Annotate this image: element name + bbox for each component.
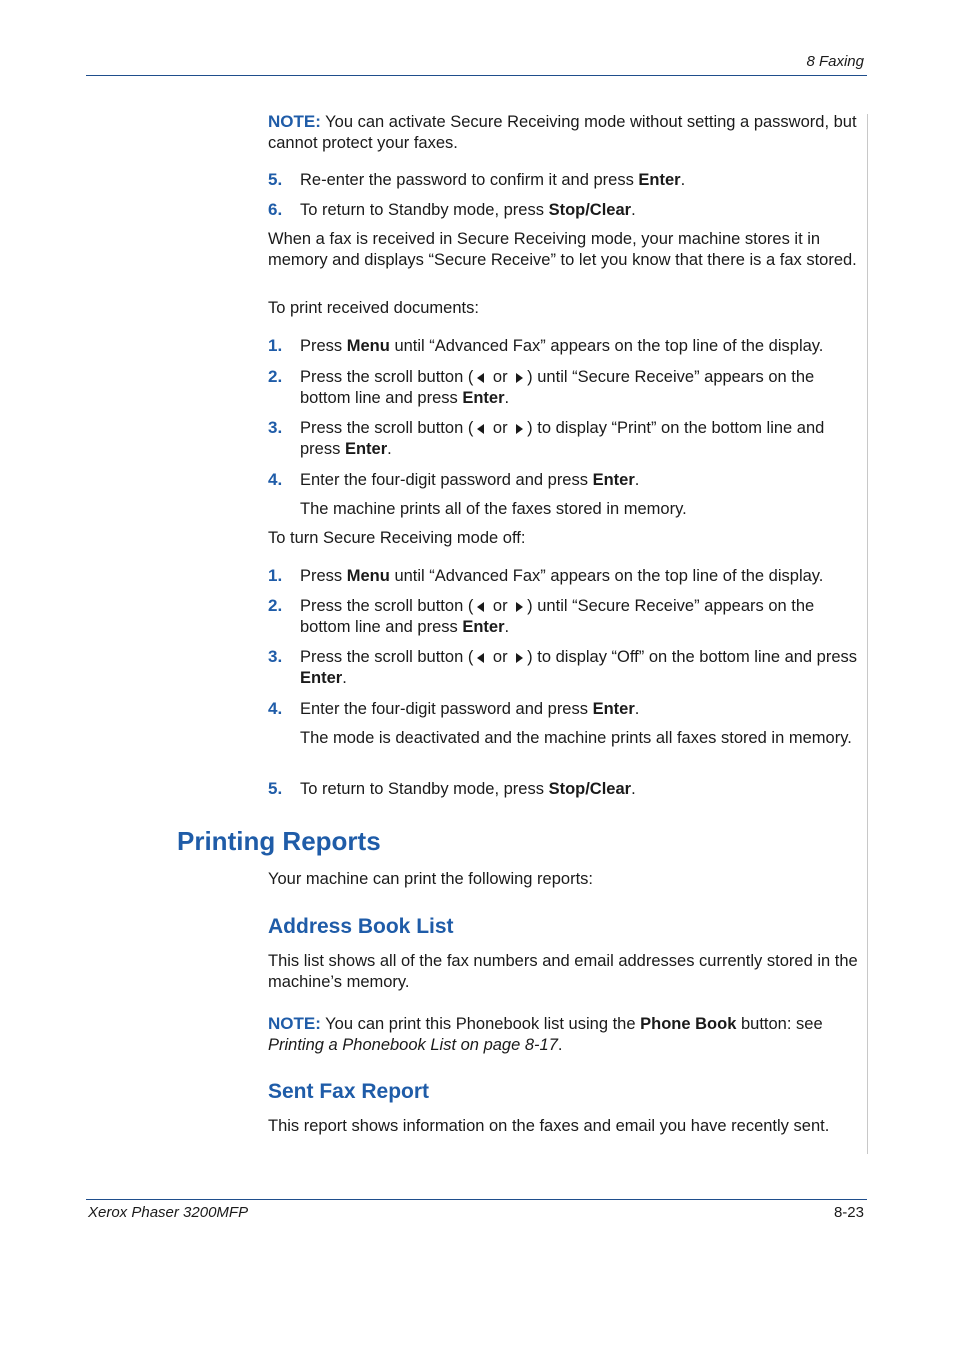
footer-rule xyxy=(86,1199,867,1200)
scroll-left-icon xyxy=(477,373,484,383)
step-number: 1. xyxy=(268,566,283,585)
step-return-standby: To return to Standby mode, press Stop/Clear. xyxy=(300,201,636,219)
secure-receive-paragraph: When a fax is received in Secure Receiving mode, your machine stores it in memory and displays “Secure Receive” to let you know that there is a fax stored. xyxy=(268,230,857,269)
step-result: The mode is deactivated and the machine prints all faxes stored in memory. xyxy=(300,729,852,747)
step-enter-password: Enter the four-digit password and press Enter. xyxy=(300,700,640,718)
step-scroll-secure-receive: Press the scroll button ( or ) until “Secure Receive” appears on the bottom line and press Enter. xyxy=(300,597,815,636)
step-scroll-off: Press the scroll button ( or ) to display “Off” on the bottom line and press Enter. xyxy=(300,648,858,687)
step-scroll-print: Press the scroll button ( or ) to display “Print” on the bottom line and press Enter. xyxy=(300,419,825,458)
step-number: 4. xyxy=(268,699,283,718)
note-password xyxy=(268,111,864,154)
margin-bar xyxy=(867,114,868,1154)
subsection-heading: Sent Fax Report xyxy=(268,1080,430,1103)
cross-reference: Printing a Phonebook List on page 8-17 xyxy=(268,1036,558,1054)
scroll-right-icon xyxy=(516,424,523,434)
step-number: 2. xyxy=(268,367,283,386)
chapter-header: 8 Faxing xyxy=(806,53,864,70)
scroll-left-icon xyxy=(477,653,484,663)
step-return-standby: To return to Standby mode, press Stop/Clear. xyxy=(300,780,636,798)
section-heading: Printing Reports xyxy=(177,826,381,856)
footer-page-number: 8-23 xyxy=(833,1204,864,1221)
sent-fax-text: This report shows information on the faxes and email you have recently sent. xyxy=(268,1117,830,1135)
step-number: 1. xyxy=(268,336,283,355)
step-number: 5. xyxy=(268,170,283,189)
note-label: NOTE: xyxy=(268,1014,321,1033)
step-number: 3. xyxy=(268,418,283,437)
note-label: NOTE: xyxy=(268,112,321,131)
step-enter-password: Enter the four-digit password and press Enter. xyxy=(300,471,640,489)
note-phonebook: NOTE: You can print this Phonebook list using the Phone Book button: see Printing a Phonebook List on page 8-17. xyxy=(268,1014,823,1054)
header-rule xyxy=(86,75,867,76)
reports-intro: Your machine can print the following reports: xyxy=(268,870,593,888)
print-received-intro: To print received documents: xyxy=(268,299,479,317)
scroll-right-icon xyxy=(516,602,523,612)
step-press-menu: Press Menu until “Advanced Fax” appears on the top line of the display. xyxy=(300,567,824,585)
step-number: 2. xyxy=(268,596,283,615)
footer-product: Xerox Phaser 3200MFP xyxy=(88,1204,249,1221)
step-number: 5. xyxy=(268,779,283,798)
note-text: You can activate Secure Receiving mode without setting a password, but cannot protect your faxes. xyxy=(268,113,857,152)
step-number: 3. xyxy=(268,647,283,666)
step-scroll-secure-receive: Press the scroll button ( or ) until “Secure Receive” appears on the bottom line and press Enter. xyxy=(300,368,815,407)
subsection-heading: Address Book List xyxy=(268,915,454,938)
scroll-right-icon xyxy=(516,373,523,383)
step-number: 4. xyxy=(268,470,283,489)
step-number: 6. xyxy=(268,200,283,219)
address-book-text: This list shows all of the fax numbers and email addresses currently stored in the machine’s memory. xyxy=(268,952,858,991)
step-press-menu: Press Menu until “Advanced Fax” appears on the top line of the display. xyxy=(300,337,824,355)
step-reenter-password: Re-enter the password to confirm it and press Enter. xyxy=(300,171,686,189)
scroll-right-icon xyxy=(516,653,523,663)
scroll-left-icon xyxy=(477,424,484,434)
step-result: The machine prints all of the faxes stored in memory. xyxy=(300,500,687,518)
turn-off-intro: To turn Secure Receiving mode off: xyxy=(268,529,526,547)
scroll-left-icon xyxy=(477,602,484,612)
